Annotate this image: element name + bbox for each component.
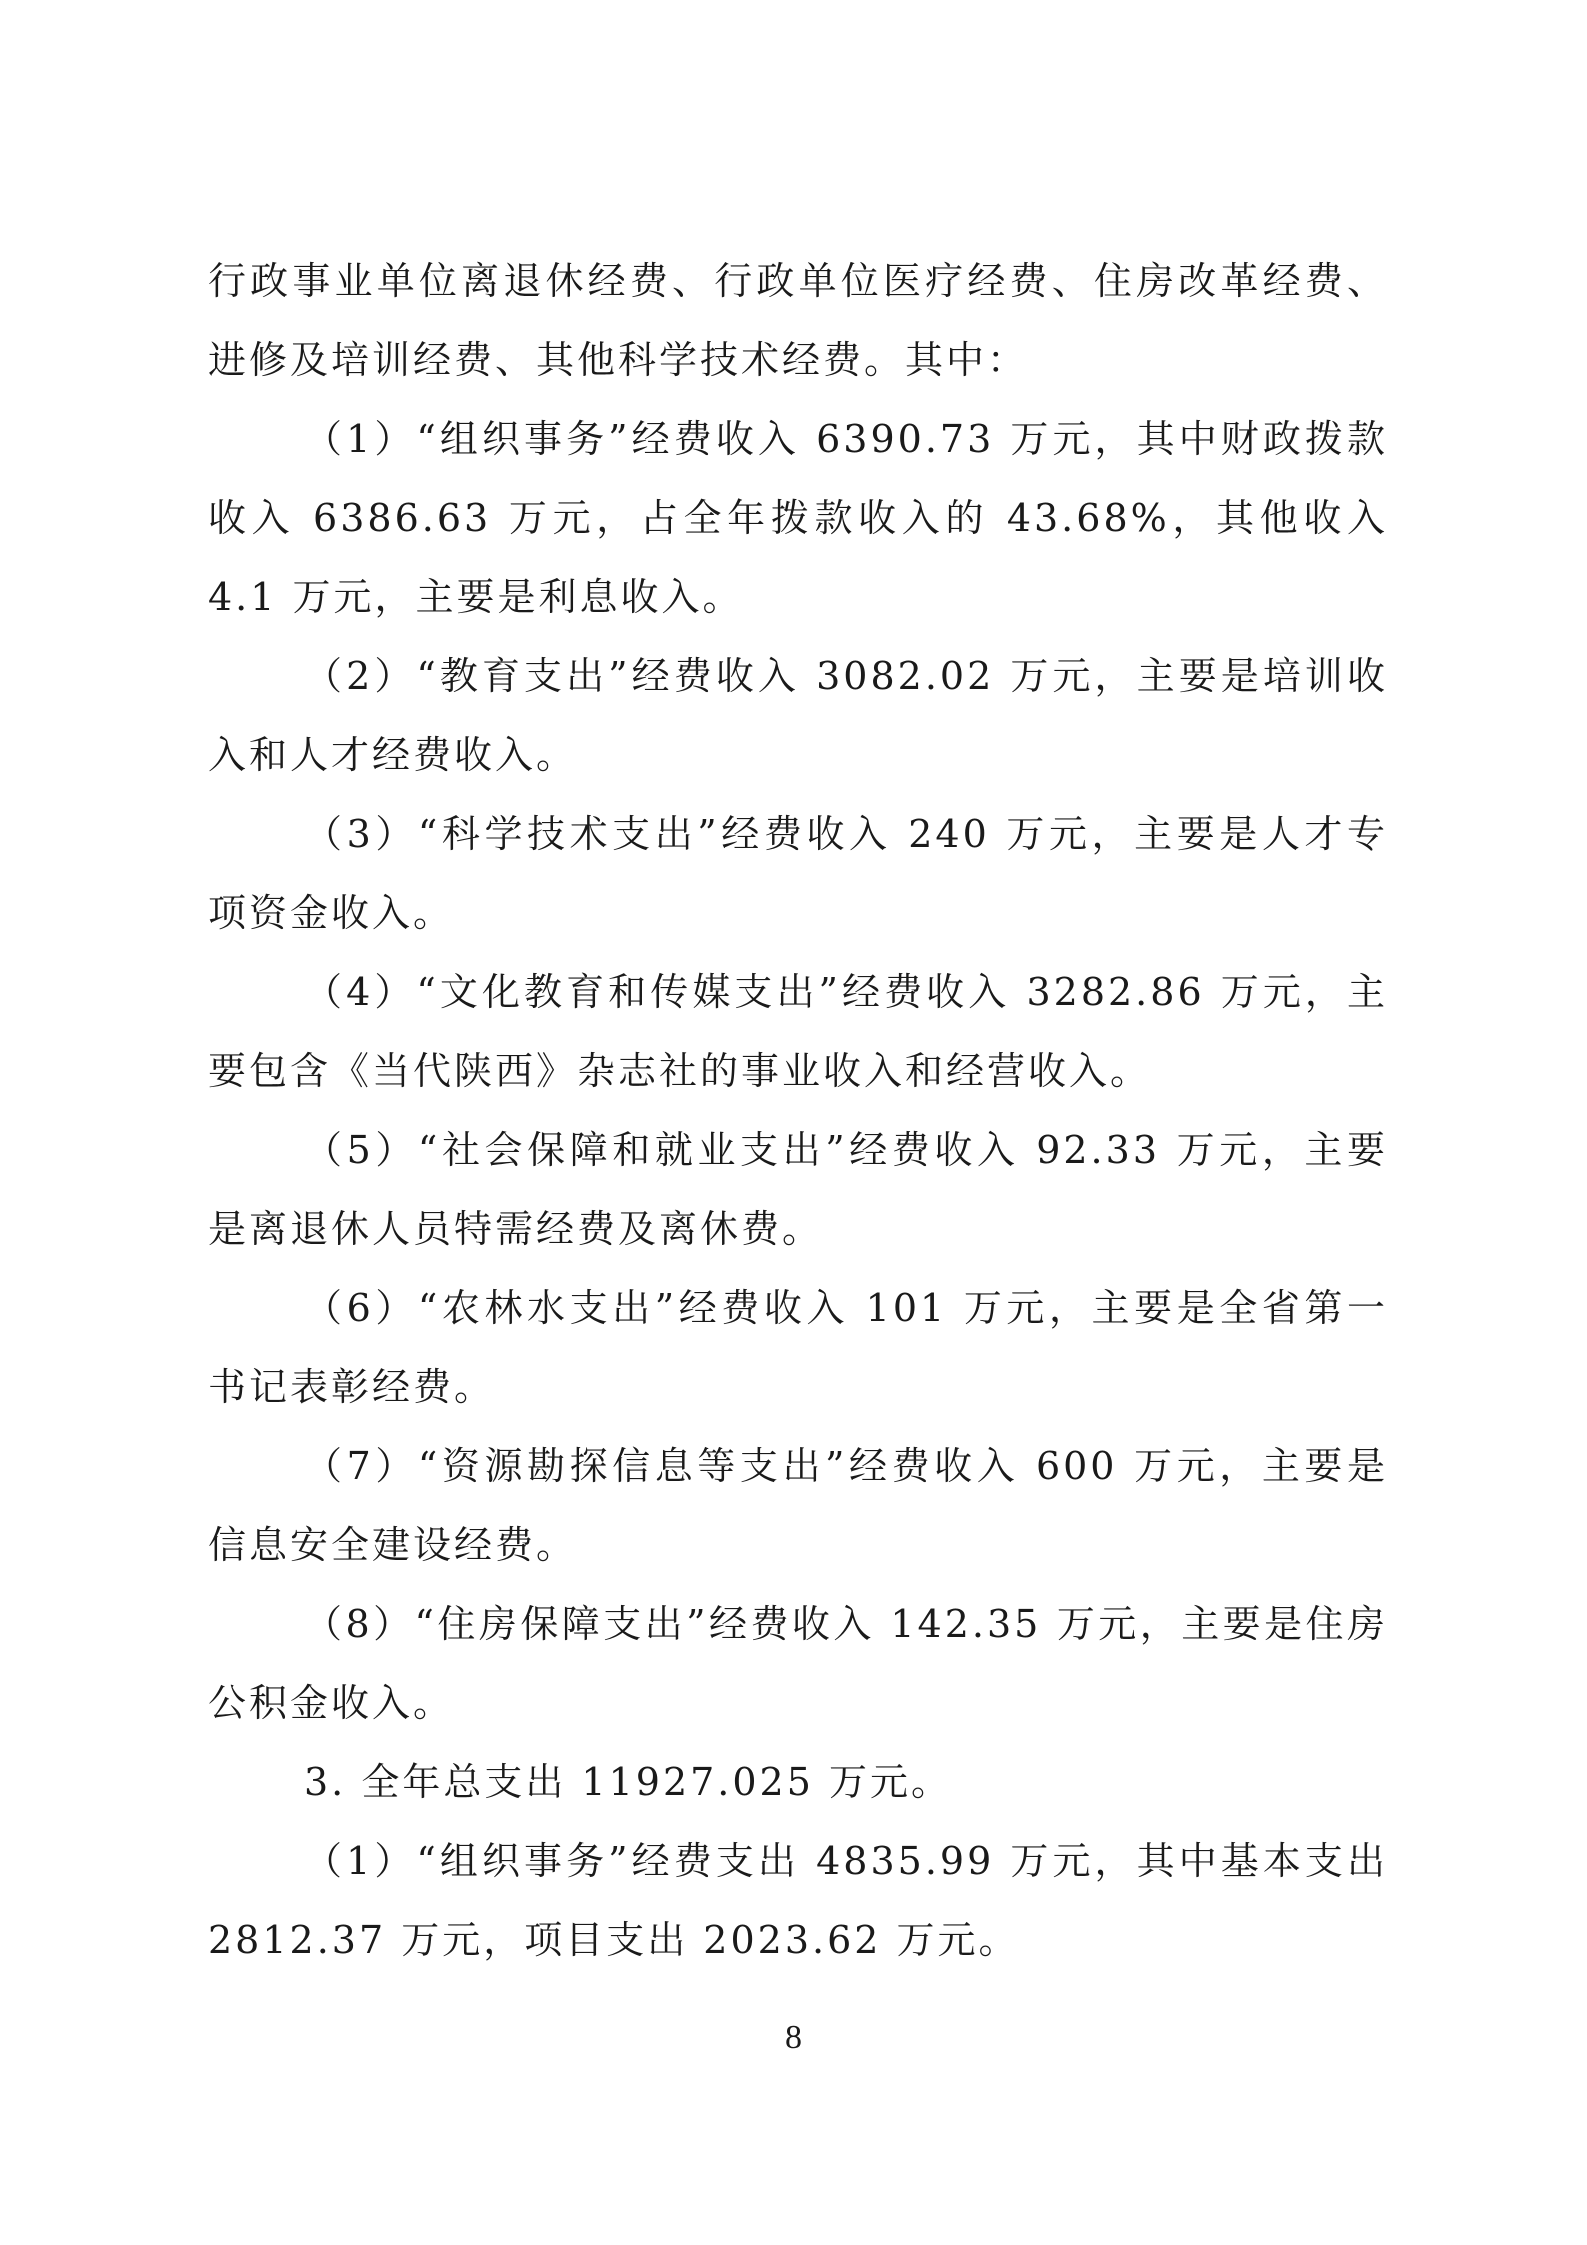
paragraph-income-4: （4）“文化教育和传媒支出”经费收入 3282.86 万元，主要包含《当代陕西》杂志社的事业收入和经营收入。 xyxy=(208,970,1388,1093)
paragraph-income-6: （6）“农林水支出”经费收入 101 万元，主要是全省第一书记表彰经费。 xyxy=(208,1286,1388,1409)
paragraph-expense-1: （1）“组织事务”经费支出 4835.99 万元，其中基本支出 2812.37 万元，项目支出 2023.62 万元。 xyxy=(208,1839,1388,1962)
paragraph-income-8: （8）“住房保障支出”经费收入 142.35 万元，主要是住房公积金收入。 xyxy=(208,1602,1388,1725)
paragraph-income-5: （5）“社会保障和就业支出”经费收入 92.33 万元，主要是离退休人员特需经费及离休费。 xyxy=(208,1128,1388,1251)
paragraph-income-7: （7）“资源勘探信息等支出”经费收入 600 万元，主要是信息安全建设经费。 xyxy=(208,1444,1388,1567)
page-number: 8 xyxy=(785,2019,802,2056)
paragraph-income-2: （2）“教育支出”经费收入 3082.02 万元，主要是培训收入和人才经费收入。 xyxy=(208,654,1388,777)
paragraph-income-3: （3）“科学技术支出”经费收入 240 万元，主要是人才专项资金收入。 xyxy=(208,812,1388,935)
paragraph-intro: 行政事业单位离退休经费、行政单位医疗经费、住房改革经费、进修及培训经费、其他科学技术经费。其中： xyxy=(208,259,1388,382)
paragraph-income-1: （1）“组织事务”经费收入 6390.73 万元，其中财政拨款收入 6386.63 万元，占全年拨款收入的 43.68%，其他收入 4.1 万元，主要是利息收入。 xyxy=(208,417,1388,619)
paragraph-section-3: 3. 全年总支出 11927.025 万元。 xyxy=(304,1760,952,1804)
body-text xyxy=(208,242,1388,1980)
